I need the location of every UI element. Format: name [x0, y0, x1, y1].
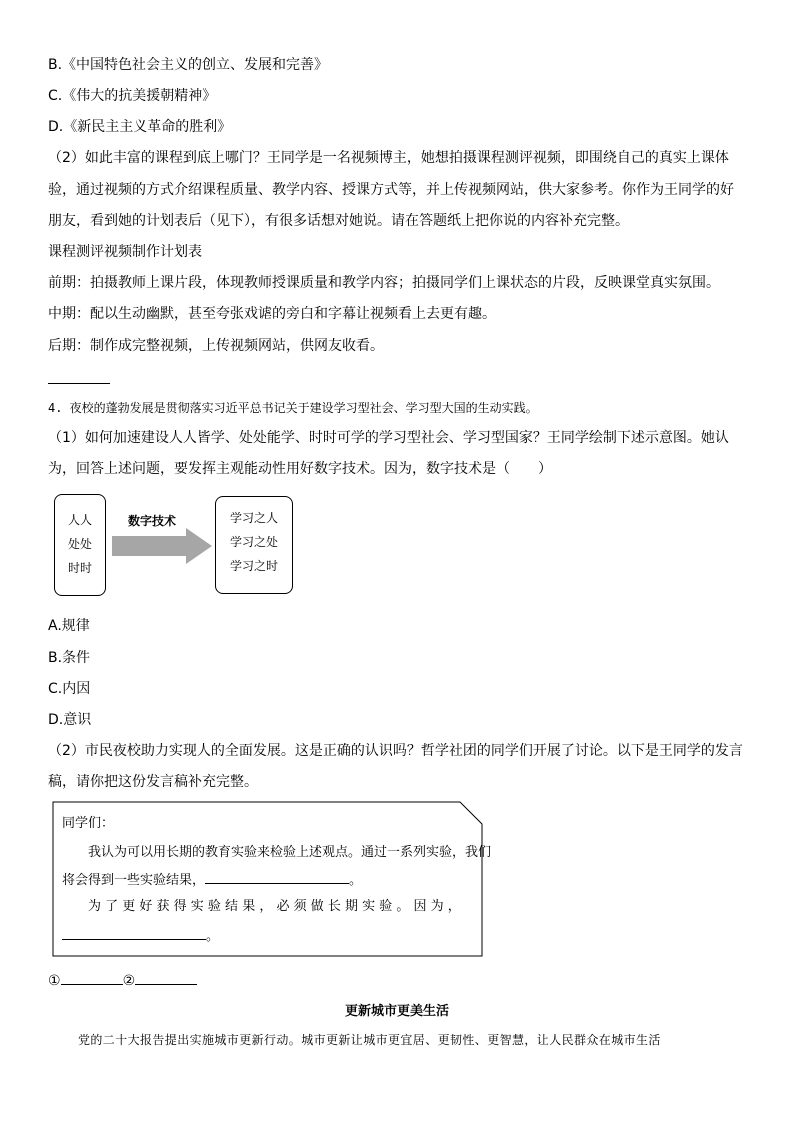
right-line: 学习之时: [229, 559, 278, 573]
q4-option-b: B.条件: [48, 650, 91, 666]
plan-late: 后期：制作成完整视频，上传视频网站，供网友收看。: [48, 338, 384, 354]
q4-part1-line1: （1）如何加速建设人人皆学、处处能学、时时可学的学习型社会、学习型国家？王同学绘制下述示意图。她认: [48, 430, 729, 446]
right-line: 学习之处: [229, 535, 278, 549]
separator-line: [48, 383, 110, 384]
answer-mark-2: ②: [122, 973, 136, 989]
option-b: B.《中国特色社会主义的创立、发展和完善》: [48, 57, 329, 73]
left-line: 时时: [67, 561, 92, 575]
plan-middle: 中期：配以生动幽默，甚至夸张戏谑的旁白和字幕让视频看上去更有趣。: [48, 306, 496, 322]
left-line: 处处: [67, 537, 92, 551]
option-d: D.《新民主主义革命的胜利》: [48, 119, 232, 135]
speech-line2-prefix: 将会得到一些实验结果，: [62, 873, 206, 888]
speech-line2: [62, 869, 362, 891]
right-line: 学习之人: [229, 511, 278, 525]
q4-option-c: C.内因: [48, 681, 91, 697]
right-arrow-icon: [112, 528, 212, 564]
answer-mark-1: ①: [48, 973, 61, 989]
section-text: 党的二十大报告提出实施城市更新行动。城市更新让城市更宜居、更韧性、更智慧，让人民群众在城市生活: [78, 1033, 661, 1047]
answer-line: [48, 970, 197, 991]
q3-part2-line1: （2）如此丰富的课程到底上哪门？王同学是一名视频博主，她想拍摄课程测评视频，即围绕自己的真实上课体: [48, 150, 729, 166]
answer-field-2[interactable]: [135, 970, 197, 985]
speech-line4-suffix: 。: [206, 929, 220, 944]
answer-blank-2[interactable]: [62, 925, 206, 940]
q4-part1-line2: 为，回答上述问题，要发挥主观能动性用好数字技术。因为，数字技术是（ ）: [48, 461, 552, 477]
left-line: 人人: [67, 513, 92, 527]
q3-part2-line2: 验，通过视频的方式介绍课程质量、教学内容、授课方式等，并上传视频网站，供大家参考。你作为王同学的好: [48, 182, 734, 198]
plan-title: 课程测评视频制作计划表: [48, 244, 202, 260]
diagram-right-text: [215, 506, 293, 578]
option-c: C.《伟大的抗美援朝精神》: [48, 88, 217, 104]
diagram-left-text: [54, 508, 106, 580]
speech-greeting: 同学们：: [62, 816, 115, 831]
plan-early: 前期：拍摄教师上课片段，体现教师授课质量和教学内容；拍摄同学们上课状态的片段，反映课堂真实氛围。: [48, 275, 720, 291]
q4-part2-line1: （2）市民夜校助力实现人的全面发展。这是正确的认识吗？哲学社团的同学们开展了讨论。以下是王同学的发言: [48, 743, 743, 759]
q4-option-d: D.意识: [48, 712, 92, 728]
speech-line1: 我认为可以用长期的教育实验来检验上述观点。通过一系列实验，我们: [88, 845, 492, 860]
q4-part2-line2: 稿，请你把这份发言稿补充完整。: [48, 774, 258, 790]
q3-part2-line3: 朋友，看到她的计划表后（见下），有很多话想对她说。请在答题纸上把你说的内容补充完整。: [48, 213, 629, 229]
speech-line2-suffix: 。: [349, 873, 363, 888]
q4-option-a: A.规律: [48, 618, 90, 634]
section-title: 更新城市更美生活: [344, 1004, 449, 1019]
arrow-label: 数字技术: [128, 514, 177, 528]
answer-field-1[interactable]: [61, 970, 123, 985]
answer-blank-1[interactable]: [205, 869, 349, 884]
speech-line4: [62, 925, 219, 947]
q4-intro: 4. 夜校的蓬勃发展是贯彻落实习近平总书记关于建设学习型社会、学习型大国的生动实践。: [48, 401, 538, 415]
speech-line3: 为 了 更 好 获 得 实 验 结 果 ， 必 须 做 长 期 实 验 。 因 为 ，: [88, 899, 461, 914]
